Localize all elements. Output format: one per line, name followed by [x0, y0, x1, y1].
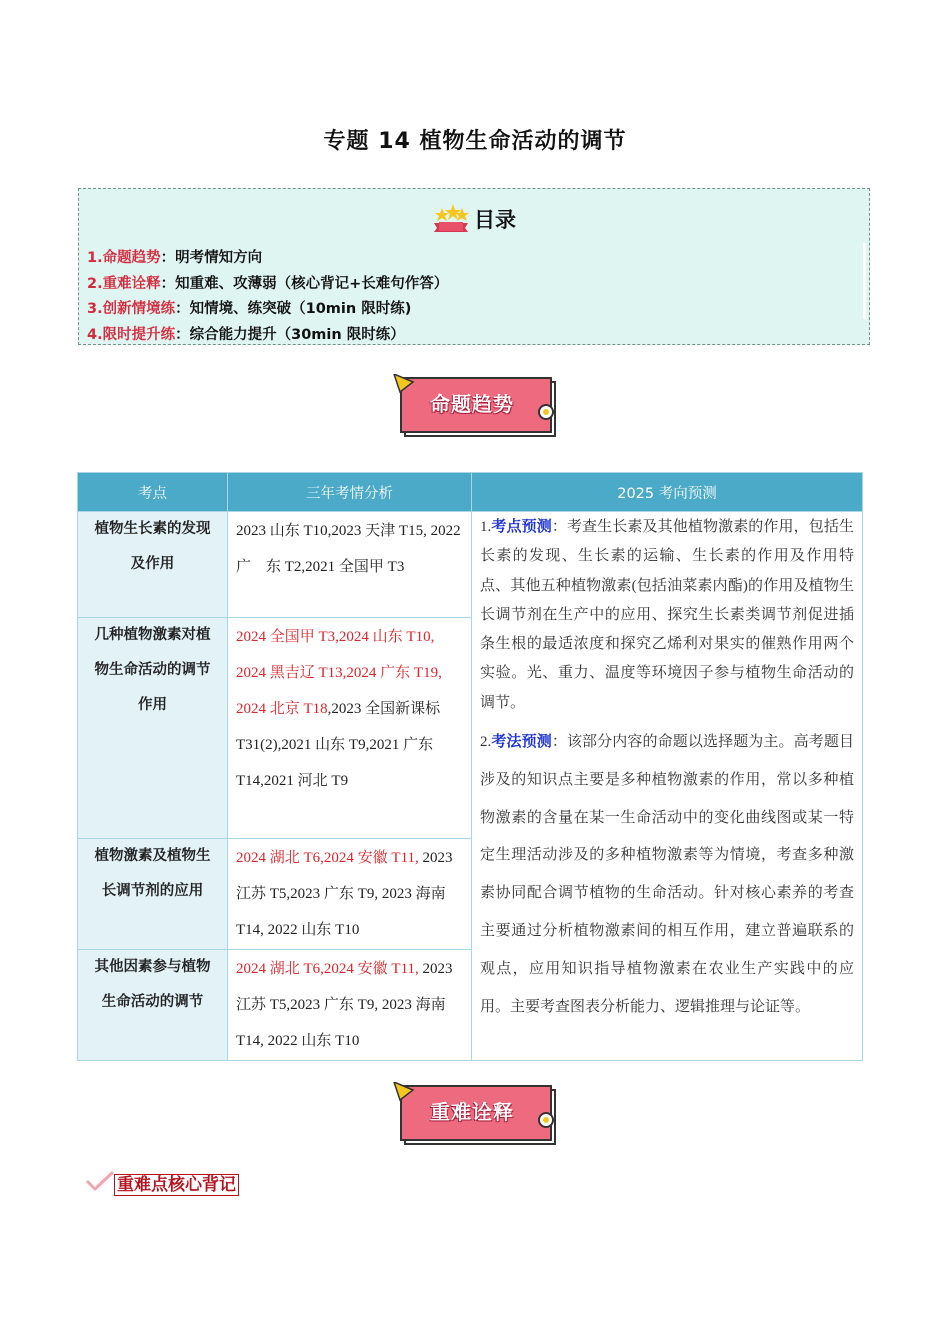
- highlight-exams: 2024 湖北 T6,2024 安徽 T11,: [236, 961, 419, 977]
- trend-table: [77, 472, 863, 1061]
- prediction-num: 1.: [480, 519, 492, 535]
- table-of-contents: [78, 188, 870, 345]
- other-exams: 2023 山东 T10,2023 天津 T15, 2022 广 东 T2,2021 全国甲 T3: [236, 523, 461, 575]
- years-cell: [228, 512, 472, 618]
- years-cell: [228, 950, 472, 1061]
- years-cell: [228, 839, 472, 950]
- core-memory-heading: [86, 1170, 239, 1195]
- toc-item[interactable]: [87, 297, 448, 323]
- toc-list: [87, 246, 448, 348]
- toc-item[interactable]: [87, 246, 448, 272]
- years-cell: [228, 618, 472, 839]
- toc-item-number: 3.创新情境练: [87, 301, 176, 317]
- prediction-paragraph-1: [480, 513, 854, 718]
- column-header: 2025 考向预测: [472, 473, 863, 512]
- toc-item[interactable]: [87, 272, 448, 298]
- toc-item-desc: ：知重难、攻薄弱（核心背记+长难句作答）: [160, 275, 449, 292]
- stars-ribbon-icon: [432, 203, 470, 233]
- trend-section-banner: [393, 374, 559, 440]
- table-header-row: [78, 473, 863, 512]
- other-exams: ,2023 全国新课标 T31(2),2021 山东 T9,2021 广东 T14,2021 河北 T9: [236, 701, 441, 789]
- document-title: 专题 14 植物生命活动的调节: [323, 129, 627, 154]
- toc-title: 目录: [474, 208, 516, 232]
- banner-label: 重难诠释: [430, 1100, 514, 1124]
- key-points-section-banner: [393, 1082, 559, 1148]
- topic-cell: 其他因素参与植物生命活动的调节: [78, 950, 228, 1061]
- toc-item-desc: ：综合能力提升（30min 限时练）: [175, 326, 405, 343]
- topic-cell: 植物生长素的发现及作用: [78, 512, 228, 618]
- column-header: 考点: [78, 473, 228, 512]
- toc-item-number: 2.重难诠释: [87, 275, 161, 292]
- prediction-paragraph-2: [480, 724, 854, 1026]
- toc-item-desc: ：明考情知方向: [160, 250, 263, 266]
- other-exams: 2023 江苏 T5,2023 广东 T9, 2023 海南 T14, 2022 山东 T10: [236, 850, 453, 938]
- highlight-exams: 2024 全国甲 T3,2024 山东 T10, 2024 黑吉辽 T13,2024 广东 T19, 2024 北京 T18: [236, 629, 442, 717]
- column-header: 三年考情分析: [228, 473, 472, 512]
- toc-heading: [79, 203, 869, 234]
- check-mark-icon: [86, 1171, 114, 1193]
- other-exams: 2023 江苏 T5,2023 广东 T9, 2023 海南 T14, 2022 山东 T10: [236, 961, 453, 1049]
- toc-item[interactable]: [87, 323, 448, 349]
- highlight-exams: 2024 湖北 T6,2024 安徽 T11,: [236, 850, 419, 866]
- toc-item-number: 1.命题趋势: [87, 250, 161, 266]
- prediction-label: 考法预测: [491, 734, 552, 751]
- toc-divider: [863, 243, 866, 319]
- topic-cell: 植物激素及植物生长调节剂的应用: [78, 839, 228, 950]
- core-memory-label: 重难点核心背记: [114, 1174, 239, 1196]
- topic-cell: 几种植物激素对植物生命活动的调节作用: [78, 618, 228, 839]
- table-row: [78, 512, 863, 618]
- prediction-text: ：考查生长素及其他植物激素的作用，包括生长素的发现、生长素的运输、生长素的作用及作用特点、其他五种植物激素(包括油菜素内酯)的作用及植物生长调节剂在生产中的应用、探究生长素类调节剂促进插条生根的最适浓度和探究乙烯利对果实的催熟作用两个实验。光、重力、温度等环境因子参与植物生命活动的调节。: [480, 519, 854, 711]
- prediction-num: 2.: [480, 734, 492, 751]
- toc-item-number: 4.限时提升练: [87, 326, 176, 343]
- banner-label: 命题趋势: [430, 392, 514, 416]
- prediction-text: ：该部分内容的命题以选择题为主。高考题目涉及的知识点主要是多种植物激素的作用，常以多种植物激素的含量在某一生命活动中的变化曲线图或某一特定生理活动涉及的多种植物激素等为情境，考查多种激素协同配合调节植物的生命活动。针对核心素养的考查主要通过分析植物激素间的相互作用，建立普遍联系的观点，应用知识指导植物激素在农业生产实践中的应用。主要考查图表分析能力、逻辑推理与论证等。: [480, 734, 854, 1015]
- toc-item-desc: ：知情境、练突破（10min 限时练): [175, 301, 412, 317]
- prediction-label: 考点预测: [491, 519, 552, 535]
- prediction-cell: [472, 512, 863, 1061]
